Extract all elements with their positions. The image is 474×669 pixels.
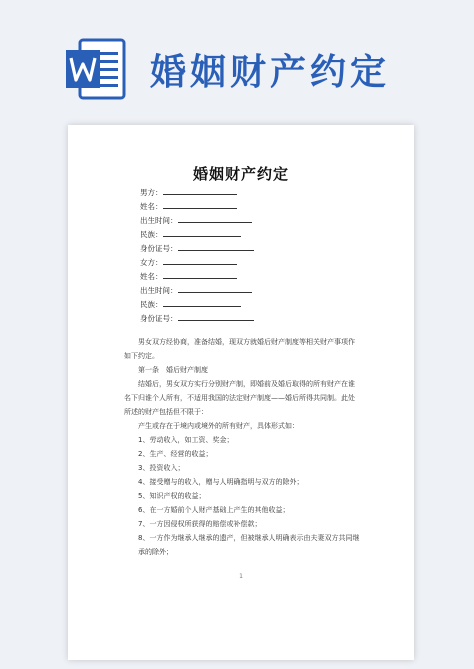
bride-birth-field xyxy=(140,285,252,296)
page-number: 1 xyxy=(239,573,243,580)
word-doc-icon xyxy=(66,38,126,100)
bride-name-field xyxy=(140,271,237,282)
blank-line xyxy=(163,201,237,209)
field-label: 民族： xyxy=(140,300,163,309)
banner-title: 婚姻财产约定 xyxy=(150,52,391,93)
blank-line xyxy=(163,257,237,265)
bride-ethnicity-field xyxy=(140,299,241,310)
field-label: 身份证号： xyxy=(140,244,178,253)
list-item: 6、在一方婚前个人财产基础上产生的其他收益； xyxy=(138,506,290,514)
list-item: 4、接受赠与的收入，赠与人明确指明与双方的除外； xyxy=(138,478,304,486)
blank-line xyxy=(178,285,252,293)
groom-name-field xyxy=(140,201,237,212)
groom-field xyxy=(140,187,237,198)
article-subheading: 产生或存在于境内或境外的所有财产，具体形式如： xyxy=(138,422,299,430)
field-label: 出生时间： xyxy=(140,286,178,295)
field-label: 女方： xyxy=(140,258,163,267)
field-label: 姓名： xyxy=(140,272,163,281)
field-label: 出生时间： xyxy=(140,216,178,225)
field-label: 身份证号： xyxy=(140,314,178,323)
list-item: 1、劳动收入，如工资、奖金； xyxy=(138,436,234,444)
groom-ethnicity-field xyxy=(140,229,241,240)
document-page xyxy=(68,125,414,660)
article-heading: 第一条 婚后财产制度 xyxy=(138,366,208,374)
groom-birth-field xyxy=(140,215,252,226)
list-item: 5、知识产权的收益； xyxy=(138,492,206,500)
blank-line xyxy=(178,243,254,251)
list-item: 3、投资收入； xyxy=(138,464,185,472)
bride-id-field xyxy=(140,313,254,324)
groom-id-field xyxy=(140,243,254,254)
blank-line xyxy=(163,271,237,279)
field-label: 男方： xyxy=(140,188,163,197)
article-body: 结婚后，男女双方实行分别财产制，即婚前及婚后取得的所有财产在谁名下归谁个人所有，不适用我国的法定财产制度——婚后所得共同制。此处所述的财产包括但不限于： xyxy=(124,380,355,416)
blank-line xyxy=(178,215,252,223)
intro-paragraph: 男女双方经协商，准备结婚，现双方就婚后财产制度等相关财产事项作如下约定。 xyxy=(124,338,355,360)
list-item: 7、一方因侵权所获得的赔偿或补偿款； xyxy=(138,520,262,528)
blank-line xyxy=(163,187,237,195)
banner xyxy=(0,0,474,125)
document-title: 婚姻财产约定 xyxy=(192,165,289,183)
blank-line xyxy=(178,313,254,321)
bride-field xyxy=(140,257,237,268)
field-label: 民族： xyxy=(140,230,163,239)
list-item: 2、生产、经营的收益； xyxy=(138,450,213,458)
field-label: 姓名： xyxy=(140,202,163,211)
blank-line xyxy=(163,299,241,307)
blank-line xyxy=(163,229,241,237)
list-item: 8、一方作为继承人继承的遗产，但被继承人明确表示由夫妻双方共同继承的除外； xyxy=(138,534,360,556)
